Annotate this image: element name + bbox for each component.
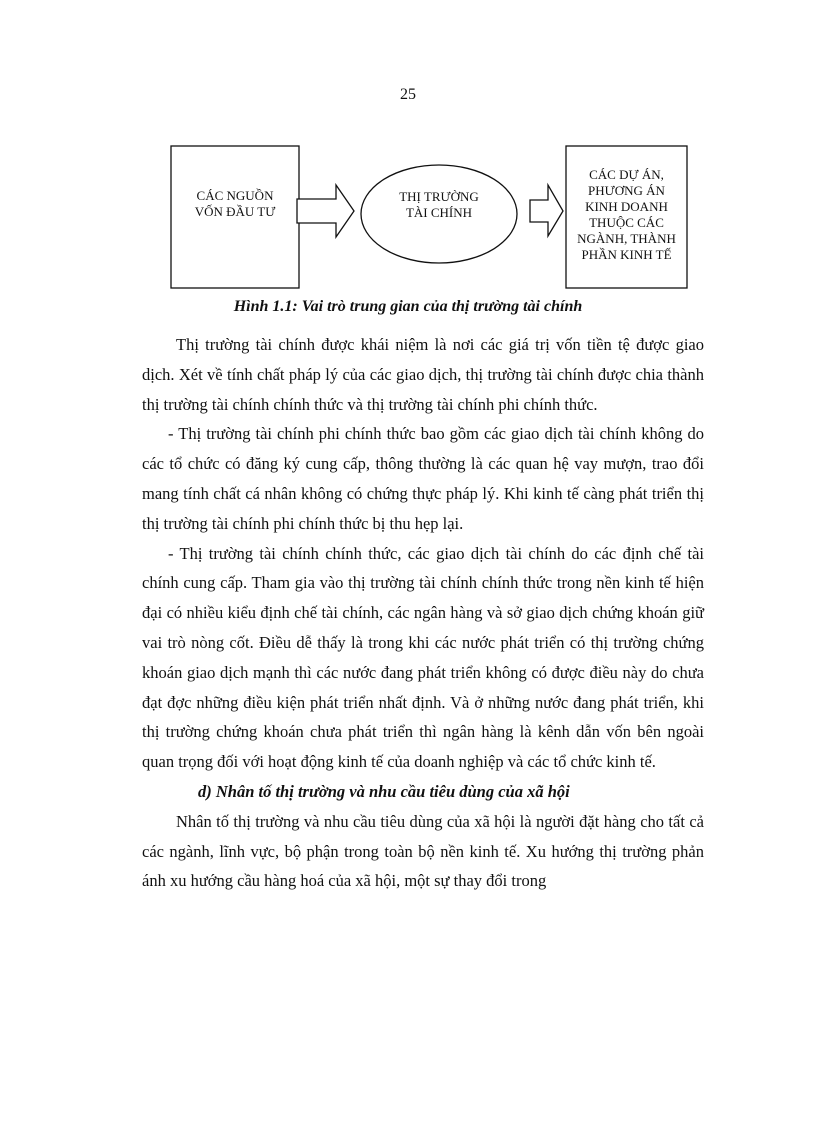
paragraph-market-demand: Nhân tố thị trường và nhu cầu tiêu dùng của xã hội là người đặt hàng cho tất cả các ngành, lĩnh vực, bộ phận trong toàn bộ nền kinh tế. Xu hướng thị trường phản ánh xu hướng cầu hàng hoá của xã hội, một sự thay đổi trong	[142, 811, 704, 891]
paragraph-formal-market: - Thị trường tài chính chính thức, các giao dịch tài chính do các định chế tài chính cung cấp. Tham gia vào thị trường tài chính chính thức trong nền kinh tế hiện đại có nhiều kiểu định chế tài chính, các ngân hàng và sở giao dịch chứng khoán giữ vai trò nòng cốt. Điều dễ thấy là trong khi các nước phát triển có thị trường chứng khoán giao dịch mạnh thì các nước đang phát triển không có được điều này do chưa đạt đợc những điều kiện phát triển nhất định. Và ở những nước đang phát triển, khi thị trường chứng khoán chưa phát triển thì ngân hàng là kênh dẫn vốn bên ngoài quan trọng đối với hoạt động kinh tế của doanh nghiệp và các tổ chức kinh tế.	[142, 543, 704, 772]
capital-sources-label: CÁC NGUỒN VỐN ĐẦU TƯ	[194, 188, 276, 219]
projects-label: CÁC DỰ ÁN, PHƯƠNG ÁN KINH DOANH THUỘC CÁC NGÀNH, THÀNH PHẦN KINH TẾ	[577, 167, 676, 262]
paragraph-definition: Thị trường tài chính được khái niệm là nơi các giá trị vốn tiền tệ được giao dịch. Xét về tính chất pháp lý của các giao dịch, thị trường tài chính được chia thành thị trường tài chính chính thức và thị trường tài chính phi chính thức.	[142, 335, 704, 414]
section-heading-d: d) Nhân tố thị trường và nhu cầu tiêu dùng của xã hội	[198, 781, 570, 801]
figure-caption: Hình 1.1: Vai trò trung gian của thị trường tài chính	[233, 298, 583, 315]
arrow-to-market	[297, 185, 354, 237]
body-text	[142, 330, 704, 896]
page-number: 25	[400, 86, 416, 103]
financial-market-label: THỊ TRƯỜNG TÀI CHÍNH	[399, 189, 479, 220]
financial-market-diagram	[0, 0, 816, 300]
paragraph-informal-market: - Thị trường tài chính phi chính thức bao gồm các giao dịch tài chính không do các tổ chức có đăng ký cung cấp, thông thường là các quan hệ vay mượn, trao đổi mang tính chất cá nhân không có chứng thực pháp lý. Khi kinh tế càng phát triển thị thị trường tài chính phi chính thức bị thu hẹp lại.	[142, 424, 704, 533]
arrow-to-projects	[530, 185, 563, 236]
